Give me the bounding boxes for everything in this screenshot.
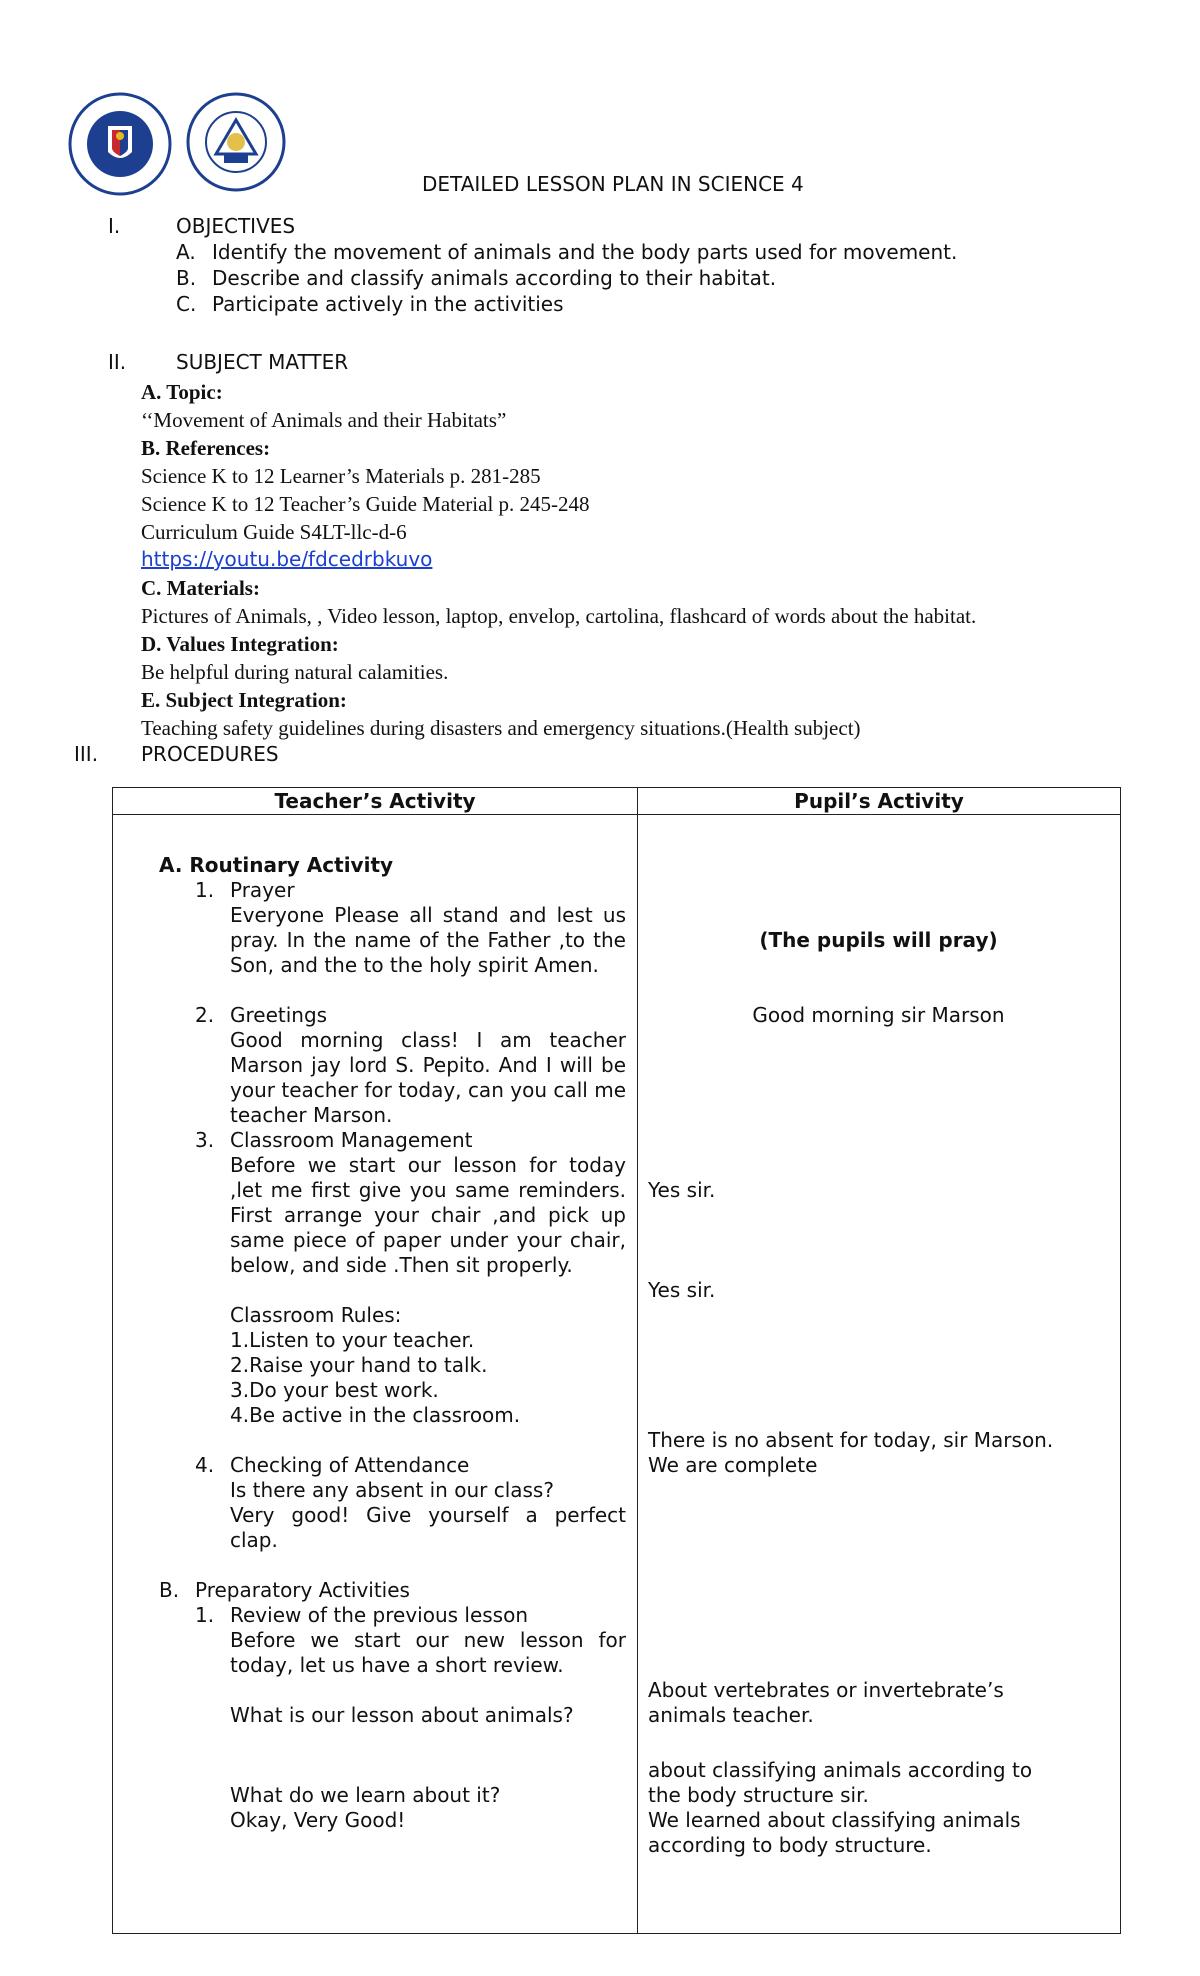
objectives-numeral: I.	[108, 214, 121, 238]
prayer-heading: Prayer	[230, 878, 295, 902]
subject-matter-heading: SUBJECT MATTER	[176, 350, 349, 374]
topic-label: A. Topic:	[141, 380, 223, 404]
pupil-activity-cell	[638, 815, 1121, 1934]
procedures-heading: PROCEDURES	[141, 742, 279, 766]
teacher-activity-cell	[113, 815, 638, 1934]
objective-b: Describe and classify animals according to their habitat.	[212, 266, 777, 290]
reference-item: Curriculum Guide S4LT-llc-d-6	[141, 520, 407, 544]
pupil-response: There is no absent for today, sir Marson.	[648, 1428, 1054, 1452]
greetings-heading: Greetings	[230, 1003, 328, 1027]
prayer-text: Everyone Please all stand and lest us pray. In the name of the Father ,to the Son, and the to the holy spirit Amen.	[230, 903, 626, 977]
objective-a-letter: A.	[176, 240, 196, 264]
preparatory-letter: B.	[159, 1578, 180, 1602]
step-number: 4.	[195, 1453, 215, 1477]
pupil-activity-header: Pupil’s Activity	[638, 788, 1121, 815]
reference-item: Science K to 12 Learner’s Materials p. 281-285	[141, 464, 541, 488]
teacher-activity-header: Teacher’s Activity	[113, 788, 638, 815]
review-text: Before we start our new lesson for today, let us have a short review.	[230, 1628, 626, 1677]
review-feedback: Okay, Very Good!	[230, 1808, 406, 1832]
materials-label: C. Materials:	[141, 576, 260, 600]
pupil-response: About vertebrates or invertebrate’s	[648, 1678, 1004, 1702]
review-question: What is our lesson about animals?	[230, 1703, 574, 1727]
reference-item: Science K to 12 Teacher’s Guide Material p. 245-248	[141, 492, 590, 516]
routinary-activity-heading: A. Routinary Activity	[159, 853, 394, 877]
qit-seal-logo	[186, 92, 286, 192]
pupil-response: Yes sir.	[648, 1278, 716, 1302]
objective-a: Identify the movement of animals and the body parts used for movement.	[212, 240, 958, 264]
deped-seal-logo	[68, 92, 172, 196]
references-label: B. References:	[141, 436, 271, 460]
pupil-response: animals teacher.	[648, 1703, 814, 1727]
procedures-table	[112, 787, 1121, 1934]
objectives-heading: OBJECTIVES	[176, 214, 296, 238]
review-question: What do we learn about it?	[230, 1783, 501, 1807]
document-title: DETAILED LESSON PLAN IN SCIENCE 4	[422, 172, 804, 196]
attendance-question: Is there any absent in our class?	[230, 1478, 554, 1502]
subject-integration-label: E. Subject Integration:	[141, 688, 347, 712]
video-link[interactable]: https://youtu.be/fdcedrbkuvo	[141, 547, 433, 571]
step-number: 1.	[195, 878, 215, 902]
classroom-management-text: Before we start our lesson for today ,let me first give you same reminders. First arrange your chair ,and pick up same piece of paper under your chair, below, and side .Then sit properly.	[230, 1153, 626, 1277]
pupil-response: (The pupils will pray)	[759, 928, 998, 952]
values-label: D. Values Integration:	[141, 632, 339, 656]
materials-text: Pictures of Animals, , Video lesson, laptop, envelop, cartolina, flashcard of words about the habitat.	[141, 604, 977, 628]
values-text: Be helpful during natural calamities.	[141, 660, 449, 684]
pupil-response: We are complete	[648, 1453, 818, 1477]
objective-c: Participate actively in the activities	[212, 292, 564, 316]
topic-text: ‘‘Movement of Animals and their Habitats”	[141, 408, 507, 432]
pupil-response: Yes sir.	[648, 1178, 716, 1202]
classroom-rule: 2.Raise your hand to talk.	[230, 1353, 488, 1377]
step-number: 2.	[195, 1003, 215, 1027]
review-heading: Review of the previous lesson	[230, 1603, 529, 1627]
greetings-text: Good morning class! I am teacher Marson jay lord S. Pepito. And I will be your teacher for today, can you call me teacher Marson.	[230, 1028, 626, 1127]
classroom-management-heading: Classroom Management	[230, 1128, 473, 1152]
objective-c-letter: C.	[176, 292, 197, 316]
classroom-rule: 3.Do your best work.	[230, 1378, 439, 1402]
preparatory-activities-heading: Preparatory Activities	[195, 1578, 410, 1602]
classroom-rule: 4.Be active in the classroom.	[230, 1403, 521, 1427]
classroom-rules-heading: Classroom Rules:	[230, 1303, 402, 1327]
attendance-heading: Checking of Attendance	[230, 1453, 470, 1477]
classroom-rule: 1.Listen to your teacher.	[230, 1328, 475, 1352]
pupil-response: according to body structure.	[648, 1833, 932, 1857]
pupil-response: the body structure sir.	[648, 1783, 869, 1807]
step-number: 1.	[195, 1603, 215, 1627]
subject-matter-numeral: II.	[108, 350, 127, 374]
procedures-numeral: III.	[74, 742, 99, 766]
attendance-text: Very good! Give yourself a perfect clap.	[230, 1503, 626, 1552]
subject-integration-text: Teaching safety guidelines during disasters and emergency situations.(Health subject)	[141, 716, 861, 740]
pupil-response: about classifying animals according to	[648, 1758, 1033, 1782]
pupil-response: Good morning sir Marson	[752, 1003, 1005, 1027]
pupil-response: We learned about classifying animals	[648, 1808, 1021, 1832]
step-number: 3.	[195, 1128, 215, 1152]
objective-b-letter: B.	[176, 266, 197, 290]
